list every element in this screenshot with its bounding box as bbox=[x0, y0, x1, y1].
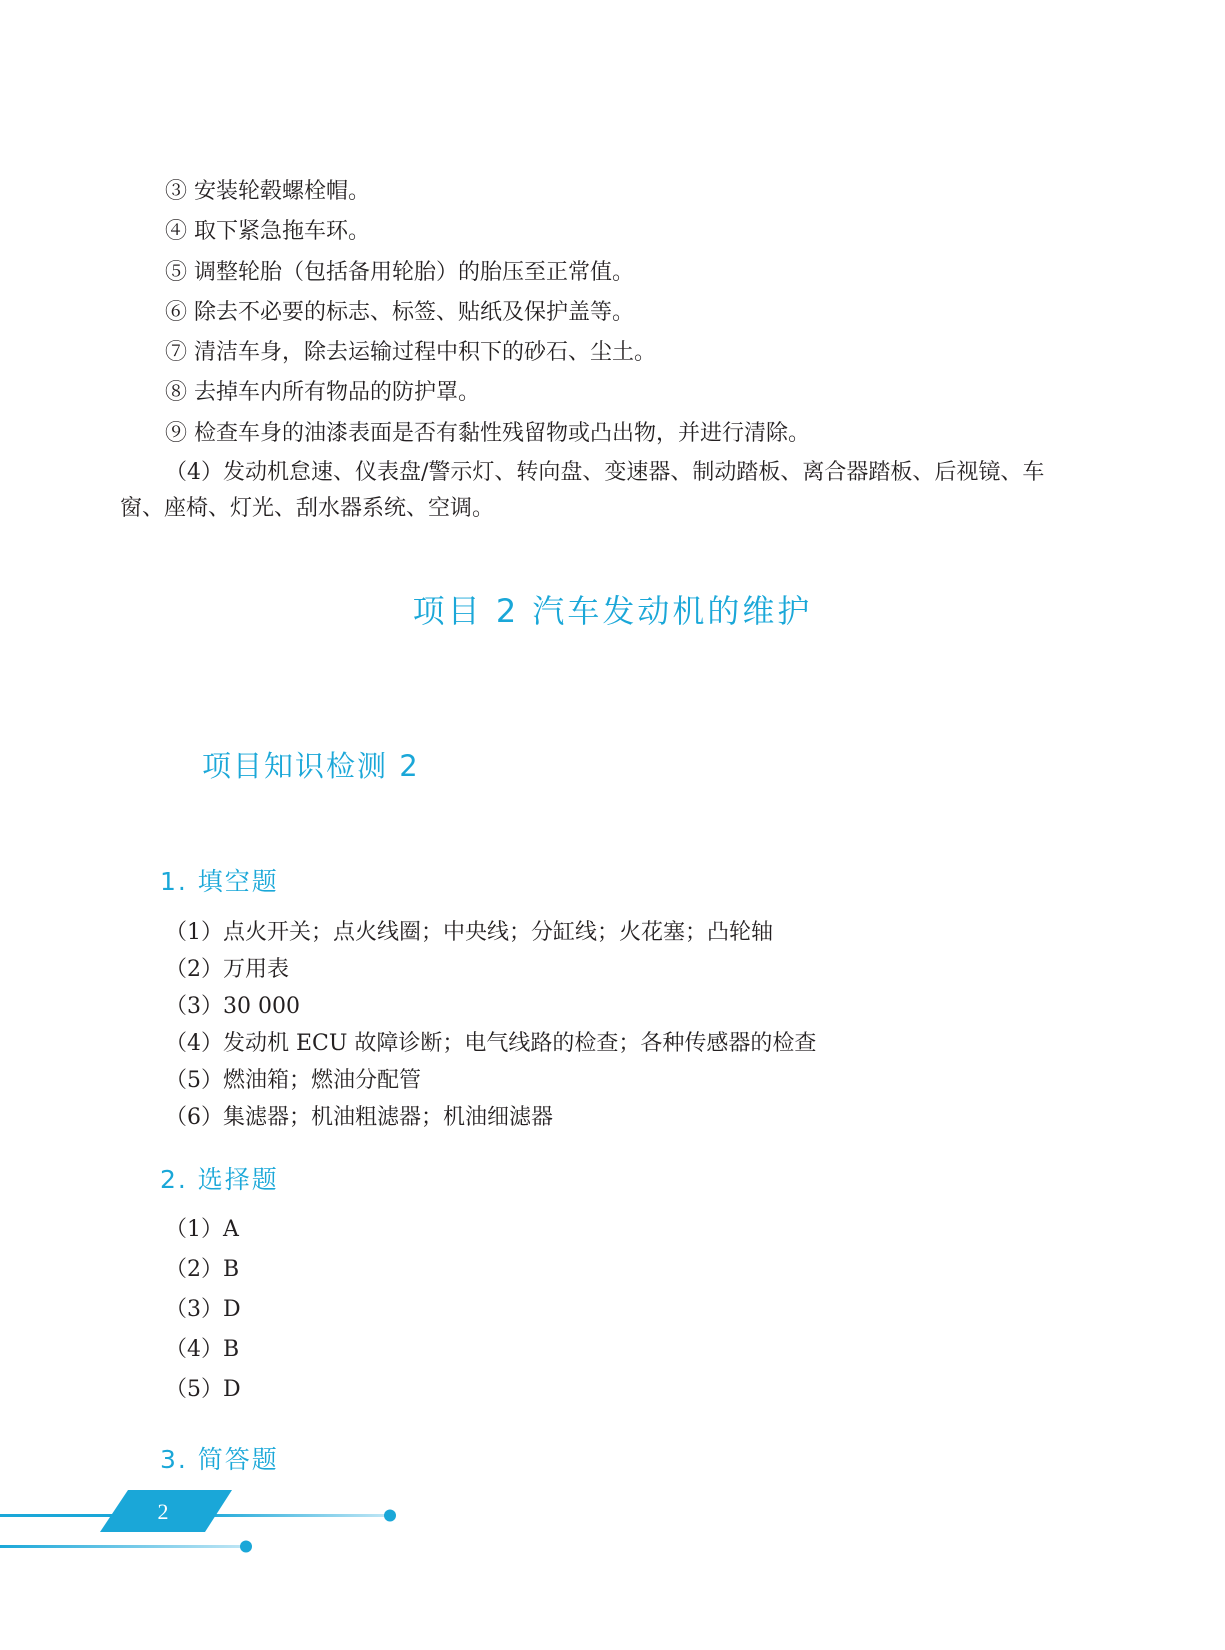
intro-item: ⑧ 去掉车内所有物品的防护罩。 bbox=[165, 380, 480, 405]
section-heading-short-answer: 3. 简答题 bbox=[160, 1445, 279, 1474]
intro-item: ⑥ 除去不必要的标志、标签、贴纸及保护盖等。 bbox=[165, 300, 634, 325]
section-heading-choice: 2. 选择题 bbox=[160, 1165, 279, 1194]
footer-line-top-right bbox=[200, 1514, 388, 1517]
page-number: 2 bbox=[157, 1499, 169, 1524]
answer-item: （5）D bbox=[165, 1377, 241, 1402]
answer-item: （3）D bbox=[165, 1297, 241, 1322]
project-title: 项目 2 汽车发动机的维护 bbox=[412, 592, 813, 630]
answer-item: （3）30 000 bbox=[165, 994, 300, 1019]
knowledge-check-title: 项目知识检测 2 bbox=[202, 749, 420, 783]
footer-dot-top bbox=[384, 1510, 396, 1522]
answer-item: （1）点火开关；点火线圈；中央线；分缸线；火花塞；凸轮轴 bbox=[165, 920, 773, 945]
intro-paragraph: （4）发动机怠速、仪表盘/警示灯、转向盘、变速器、制动踏板、离合器踏板、后视镜、车窗、座椅、灯光、刮水器系统、空调。 bbox=[120, 460, 1045, 521]
answer-item: （2）万用表 bbox=[165, 957, 289, 982]
answer-item: （4）B bbox=[165, 1337, 240, 1362]
intro-item: ④ 取下紧急拖车环。 bbox=[165, 219, 370, 244]
intro-item: ⑤ 调整轮胎（包括备用轮胎）的胎压至正常值。 bbox=[165, 260, 634, 285]
answer-item: （4）发动机 ECU 故障诊断；电气线路的检查；各种传感器的检查 bbox=[165, 1031, 817, 1056]
intro-item: ③ 安装轮毂螺栓帽。 bbox=[165, 179, 370, 204]
answer-item: （1）A bbox=[165, 1217, 239, 1242]
page-footer bbox=[0, 1490, 420, 1570]
answer-item: （5）燃油箱；燃油分配管 bbox=[165, 1068, 421, 1093]
footer-line-bottom bbox=[0, 1545, 245, 1548]
answer-item: （2）B bbox=[165, 1257, 240, 1282]
intro-item: ⑦ 清洁车身，除去运输过程中积下的砂石、尘土。 bbox=[165, 340, 656, 365]
intro-item: ⑨ 检查车身的油漆表面是否有黏性残留物或凸出物，并进行清除。 bbox=[165, 421, 810, 446]
section-heading-fill-blank: 1. 填空题 bbox=[160, 867, 279, 896]
footer-dot-bottom bbox=[240, 1541, 252, 1553]
answer-item: （6）集滤器；机油粗滤器；机油细滤器 bbox=[165, 1105, 553, 1130]
